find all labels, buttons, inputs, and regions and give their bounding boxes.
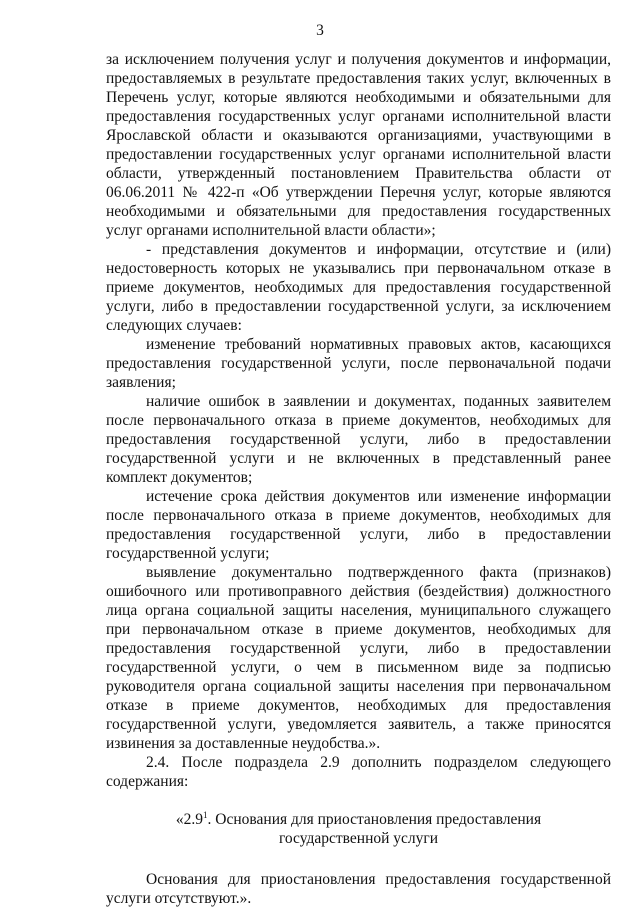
section-heading-superscript: 1 bbox=[203, 810, 208, 820]
section-heading-text: . Основания для приостановления предоставления государственной услуги bbox=[207, 811, 542, 847]
paragraph: 2.4. После подраздела 2.9 дополнить подразделом следующего содержания: bbox=[106, 754, 611, 790]
paragraph: наличие ошибок в заявлении и документах, поданных заявителем после первоначального отказа в приеме документов, необходимых для предоставления государственной услуги, либо в предоставлении государственной услуги и не включенных в представленный ранее комплект документов; bbox=[106, 393, 611, 486]
document-body bbox=[106, 50, 611, 908]
paragraph: - представления документов и информации, отсутствие и (или) недостоверность которых не указывались при первоначальном отказе в приеме документов, необходимых для предоставления государственной услуги, либо в предоставлении государственной услуги, за исключением следующих случаев: bbox=[106, 241, 611, 334]
paragraph: истечение срока действия документов или изменение информации после первоначального отказа в приеме документов, необходимых для предоставления государственной услуги, либо в предоставлении государственной услуги; bbox=[106, 488, 611, 562]
section-heading-prefix: «2.9 bbox=[175, 811, 204, 828]
paragraph: за исключением получения услуг и получения документов и информации, предоставляемых в результате предоставления таких услуг, включенных в Перечень услуг, которые являются необходимыми и обязательными для предоставления государственных услуг органами исполнительной власти Ярославской области и оказываются организациями, участвующими в предоставлении государственных услуг органами исполнительной власти области, утвержденный постановлением Правительства области от 06.06.2011 № 422-п «Об утверждении Перечня услуг, которые являются необходимыми и обязательными для предоставления государственных услуг органами исполнительной власти области»; bbox=[106, 51, 611, 239]
paragraph: изменение требований нормативных правовых актов, касающихся предоставления государственной услуги, после первоначальной подачи заявления; bbox=[106, 336, 611, 391]
paragraph: Основания для приостановления предоставления государственной услуги отсутствуют.». bbox=[106, 871, 611, 907]
page-number: 3 bbox=[316, 22, 324, 39]
paragraph: выявление документально подтвержденного факта (признаков) ошибочного или противоправного действия (бездействия) должностного лица органа социальной защиты населения, муниципального служащего при первоначальном отказе в приеме документов, необходимых для предоставления государственной услуги, либо в предоставлении государственной услуги, о чем в письменном виде за подписью руководителя органа социальной защиты населения при первоначальном отказе в приеме документов, необходимых для предоставления государственной услуги, уведомляется заявитель, а также приносятся извинения за доставленные неудобства.». bbox=[106, 564, 611, 752]
section-heading bbox=[106, 810, 611, 848]
